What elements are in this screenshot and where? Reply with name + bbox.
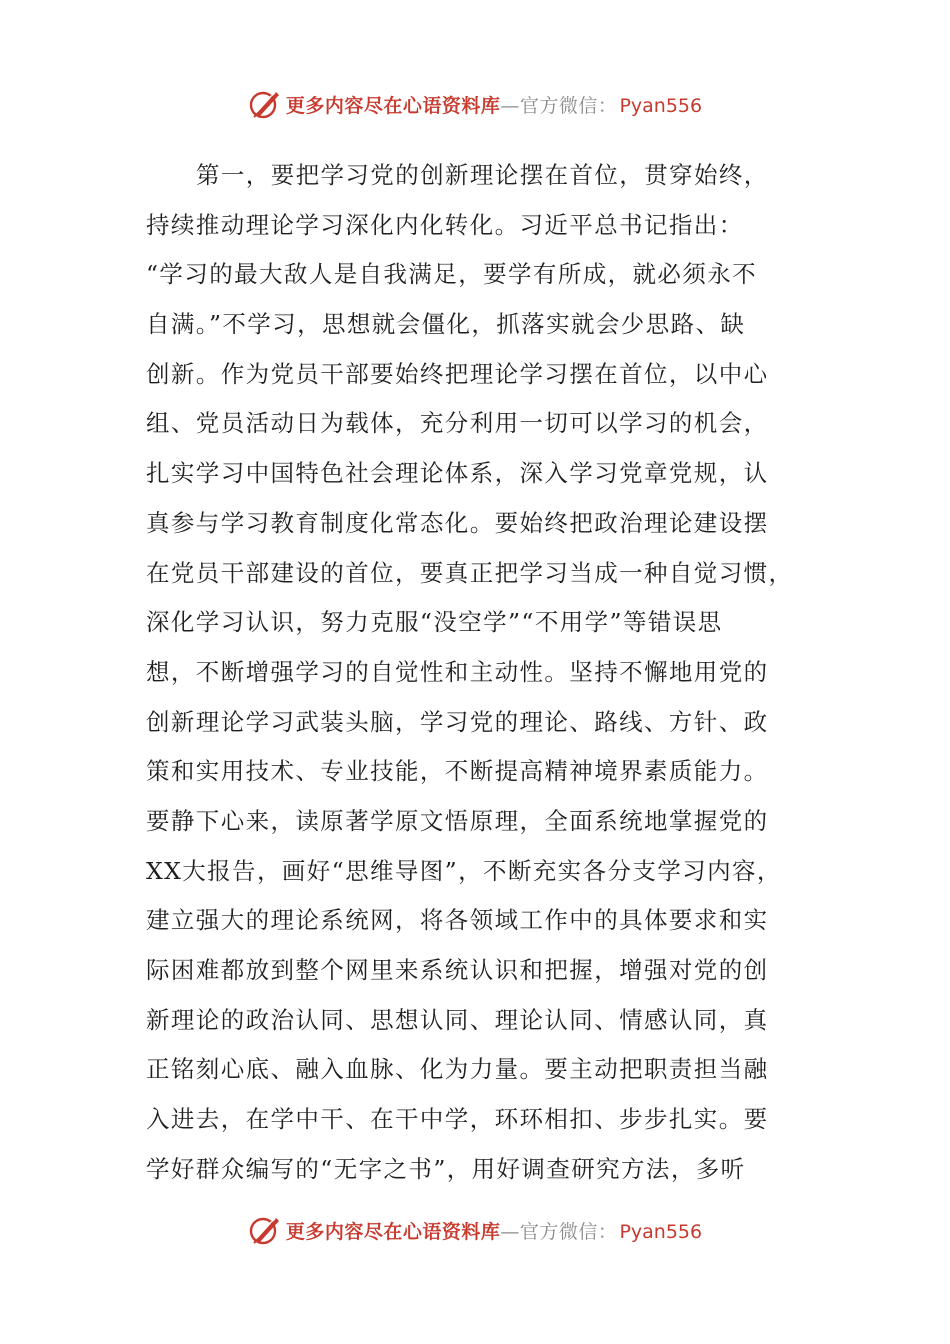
text-line: “学习的最大敌人是自我满足，要学有所成，就必须永不 <box>146 260 758 289</box>
text-line: 想，不断增强学习的自觉性和主动性。坚持不懈地用党的 <box>146 657 769 686</box>
text-line: 建立强大的理论系统网，将各领域工作中的具体要求和实 <box>146 906 769 935</box>
quill-pen-logo-icon <box>248 87 282 121</box>
banner-brand-text: 更多内容尽在心语资料库 <box>285 1220 501 1243</box>
banner-wechat-id: Pyan556 <box>619 94 703 117</box>
text-line: 学好群众编写的“无字之书”，用好调查研究方法，多听 <box>146 1154 746 1183</box>
text-line: 策和实用技术、专业技能，不断提高精神境界素质能力。 <box>146 757 769 786</box>
header-watermark-banner <box>0 84 950 124</box>
text-line: 组、党员活动日为载体，充分利用一切可以学习的机会， <box>146 409 769 438</box>
document-body <box>146 151 810 1194</box>
text-line: 自满。”不学习，思想就会僵化，抓落实就会少思路、缺 <box>146 310 746 339</box>
quill-pen-logo-icon <box>248 1213 282 1247</box>
text-line: 正铭刻心底、融入血脉、化为力量。要主动把职责担当融 <box>146 1055 769 1084</box>
banner-dash: — <box>500 1220 520 1243</box>
text-line: 扎实学习中国特色社会理论体系，深入学习党章党规，认 <box>146 459 769 488</box>
text-line: 要静下心来，读原著学原文悟原理，全面系统地掌握党的 <box>146 806 769 835</box>
text-line: 第一，要把学习党的创新理论摆在首位，贯穿始终， <box>196 161 769 189</box>
text-line: XX大报告，画好“思维导图”，不断充实各分支学习内容， <box>146 856 782 885</box>
text-line: 创新。作为党员干部要始终把理论学习摆在首位，以中心 <box>146 359 769 388</box>
text-line: 持续推动理论学习深化内化转化。习近平总书记指出： <box>146 210 744 239</box>
text-line: 新理论的政治认同、思想认同、理论认同、情感认同，真 <box>146 1005 769 1034</box>
banner-wechat-id: Pyan556 <box>619 1220 703 1243</box>
banner-brand-text: 更多内容尽在心语资料库 <box>285 94 501 117</box>
text-line: 创新理论学习武装头脑，学习党的理论、路线、方针、政 <box>146 707 769 736</box>
text-line: 真参与学习教育制度化常态化。要始终把政治理论建设摆 <box>146 508 769 537</box>
banner-official-text: 官方微信： <box>519 94 618 117</box>
text-line: 在党员干部建设的首位，要真正把学习当成一种自觉习惯， <box>146 558 794 587</box>
text-line: 深化学习认识，努力克服“没空学”“不用学”等错误思 <box>146 608 723 637</box>
footer-watermark-banner <box>0 1210 950 1250</box>
banner-official-text: 官方微信： <box>519 1220 618 1243</box>
text-line: 入进去，在学中干、在干中学，环环相扣、步步扎实。要 <box>146 1105 769 1134</box>
text-line: 际困难都放到整个网里来系统认识和把握，增强对党的创 <box>146 956 769 984</box>
banner-dash: — <box>500 94 520 117</box>
